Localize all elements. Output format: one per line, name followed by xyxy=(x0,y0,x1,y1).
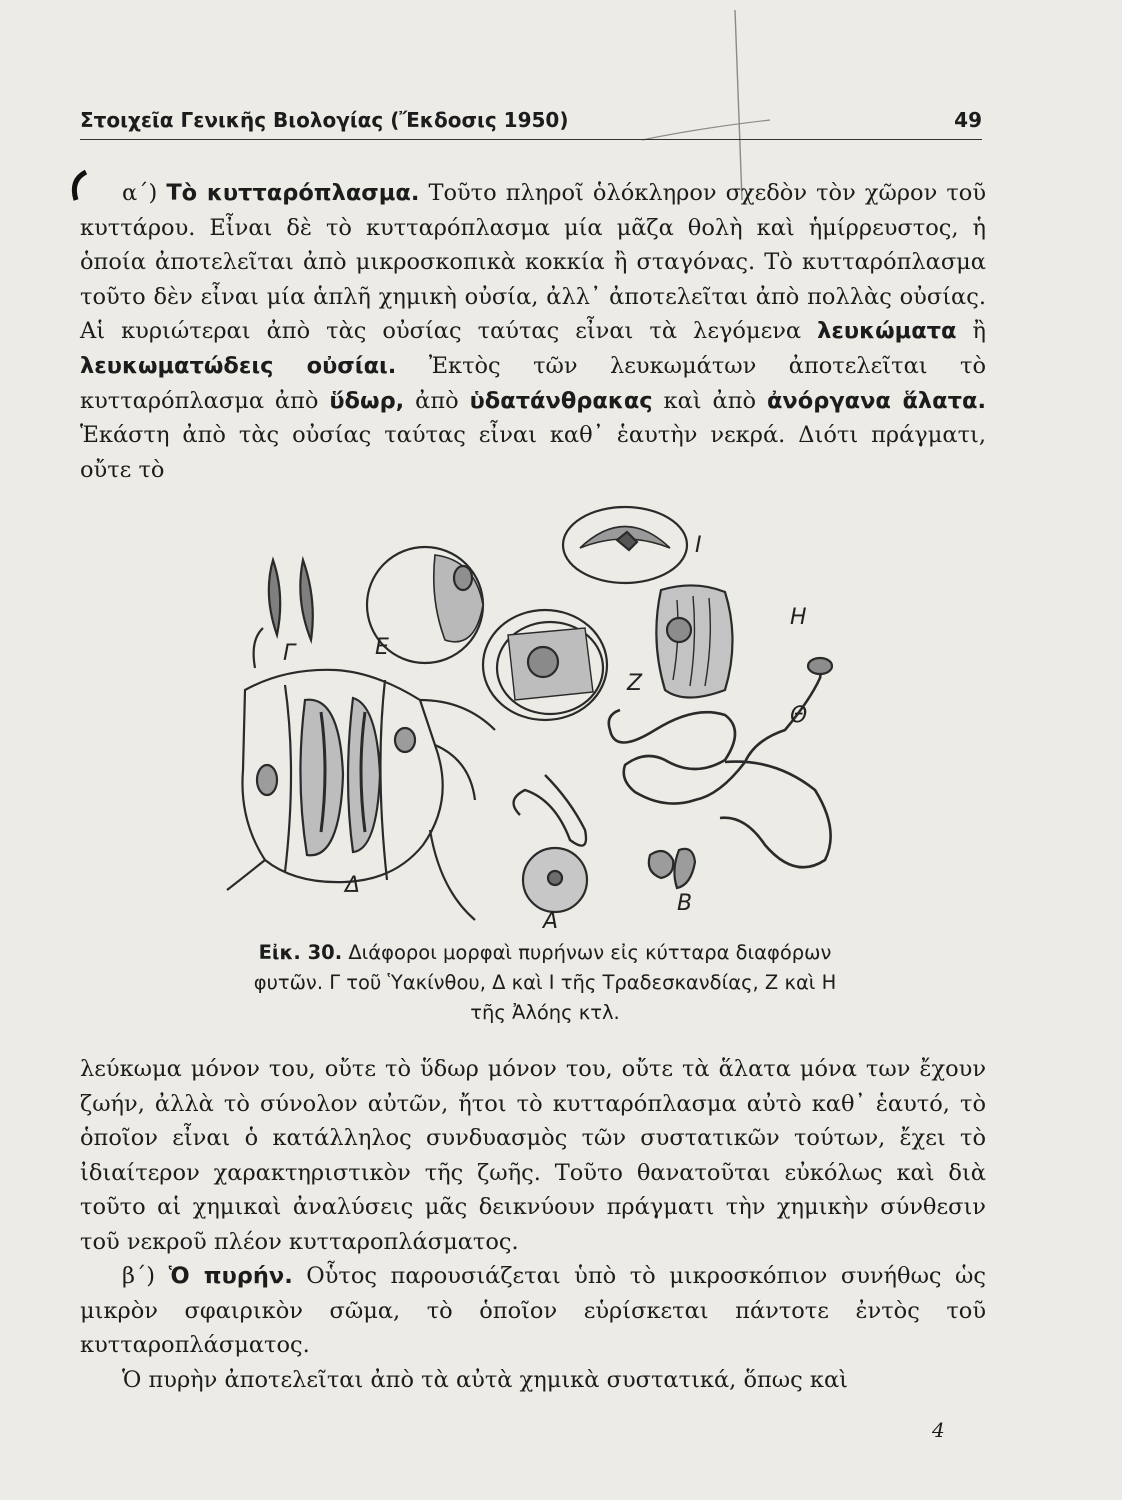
running-header xyxy=(80,108,982,140)
signature-mark: 4 xyxy=(932,1418,945,1442)
cell-drawing xyxy=(225,500,1005,930)
caption-label: Εἰκ. 30. xyxy=(258,941,343,964)
paragraph-nucleus: β΄) Ὁ πυρήν. Οὗτος παρουσιάζεται ὑπὸ τὸ μικροσκόπιον συνήθως ὡς μικρὸν σφαιρικὸν σῶμα, τὸ ὁποῖον εὑρίσκεται πάντοτε ἐντὸς τοῦ κυτταροπλάσματος. xyxy=(80,1263,986,1359)
paragraph-cytoplasm: α΄) Τὸ κυτταρόπλασμα. Τοῦτο πληροῖ ὁλόκληρον σχεδὸν τὸν χῶρον τοῦ κυττάρου. Εἶναι δὲ τὸ κυτταρόπλασμα μία μᾶζα θολὴ καὶ ἡμίρρευστος, ἡ ὁποία ἀποτελεῖται ἀπὸ μικροσκοπικὰ κοκκία ἢ σταγόνας. Τὸ κυτταρόπλασμα τοῦτο δὲν εἶναι μία ἁπλῆ χημικὴ οὐσία, ἀλλ᾿ ἀποτελεῖται ἀπὸ πολλὰς οὐσίας. Αἱ κυριώτεραι ἀπὸ τὰς οὐσίας ταύτας εἶναι τὰ λεγόμενα λευκώματα ἢ λευκωματώδεις οὐσίαι. Ἐκτὸς τῶν λευκωμάτων ἀποτελεῖται τὸ κυτταρόπλασμα ἀπὸ ὕδωρ, ἀπὸ ὑδατάνθρακας καὶ ἀπὸ ἀνόργανα ἅλατα. Ἑκάστη ἀπὸ τὰς οὐσίας ταύτας εἶναι καθ᾿ ἑαυτὴν νεκρά. Διότι πράγματι, οὔτε τὸ xyxy=(80,180,987,483)
running-title: Στοιχεῖα Γενικῆς Βιολογίας (Ἔκδοσις 1950) xyxy=(80,108,569,132)
section-a-label: α΄) xyxy=(122,180,158,206)
figure-cell-nuclei xyxy=(225,500,1005,930)
label-E: E xyxy=(375,635,389,660)
section-b-label: β΄) xyxy=(122,1263,156,1289)
label-H: H xyxy=(790,605,807,630)
paragraph-continuation: λεύκωμα μόνον του, οὔτε τὸ ὕδωρ μόνον του, οὔτε τὰ ἅλατα μόνα των ἔχουν ζωήν, ἀλλὰ τὸ σύνολον αὐτῶν, ἤτοι τὸ κυτταρόπλασμα αὐτὸ καθ᾿ ἑαυτό, τὸ ὁποῖον εἶναι ὁ κατάλληλος συνδυασμὸς τῶν συστατικῶν τούτων, ἔχει τὸ ἰδιαίτερον χαρακτηριστικὸν τῆς ζωῆς. Τοῦτο θανατοῦται εὐκόλως καὶ διὰ τοῦτο αἱ χημικαὶ ἀναλύσεις μᾶς δεικνύουν πράγματι τὴν χημικὴν σύνθεσιν τοῦ νεκροῦ πλέον κυτταροπλάσματος. xyxy=(80,1056,986,1255)
label-Gamma: Γ xyxy=(283,641,296,666)
label-I: I xyxy=(695,533,702,558)
page-number: 49 xyxy=(954,108,982,132)
figure-caption xyxy=(245,938,845,1028)
section-b-heading: Ὁ πυρήν. xyxy=(168,1263,293,1289)
caption-text: Διάφοροι μορφαὶ πυρήνων εἰς κύτταρα διαφόρων φυτῶν. Γ τοῦ Ὑακίνθου, Δ καὶ Ι τῆς Τραδεσκανδίας, Ζ καὶ Η τῆς Ἀλόης κτλ. xyxy=(253,941,837,1024)
section-a-heading: Τὸ κυτταρόπλασμα. xyxy=(166,180,420,206)
paragraph-nucleus-composition: Ὁ πυρὴν ἀποτελεῖται ἀπὸ τὰ αὐτὰ χημικὰ συστατικά, ὅπως καὶ xyxy=(122,1367,848,1393)
label-Delta: Δ xyxy=(345,873,361,898)
label-A: A xyxy=(543,909,559,930)
label-Theta: Θ xyxy=(790,703,808,728)
label-B: B xyxy=(677,891,693,916)
label-Z: Z xyxy=(627,671,643,696)
